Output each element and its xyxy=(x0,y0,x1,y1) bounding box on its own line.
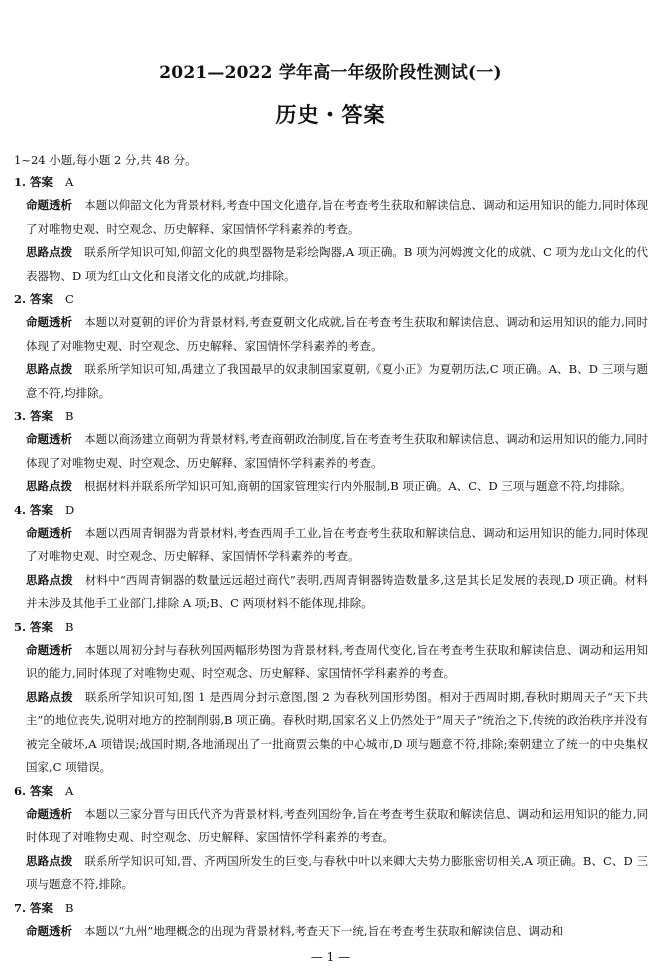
answer-choice: B xyxy=(65,619,74,634)
question-number: 3. xyxy=(14,409,27,423)
hint-label: 思路点拨 xyxy=(26,689,73,704)
hint-text: 联系所学知识可知,晋、齐两国所发生的巨变,与春秋中叶以来卿大夫势力膨胀密切相关,A 项正确。B、C、D 三项与题意不符,排除。 xyxy=(26,853,648,891)
analysis-label: 命题透析 xyxy=(26,923,72,938)
analysis-label: 命题透析 xyxy=(26,198,73,212)
answer-choice: B xyxy=(65,900,74,915)
answer-item xyxy=(14,897,648,944)
answer-label: 答案 xyxy=(30,900,54,915)
hint-text: 根据材料并联系所学知识可知,商朝的国家管理实行内外服制,B 项正确。A、C、D 三项与题意不符,均排除。 xyxy=(84,479,632,493)
hint-paragraph xyxy=(14,241,648,288)
answer-choice: D xyxy=(65,502,75,517)
answer-item xyxy=(14,405,648,499)
analysis-label: 命题透析 xyxy=(26,432,73,446)
page-title: 2021—2022 学年高一年级阶段性测试(一) xyxy=(159,63,502,83)
hint-paragraph xyxy=(14,358,648,405)
question-number: 6. xyxy=(14,783,27,798)
hint-paragraph xyxy=(14,850,648,897)
analysis-paragraph xyxy=(14,803,648,850)
analysis-label: 命题透析 xyxy=(26,806,73,821)
hint-paragraph xyxy=(14,569,648,616)
analysis-paragraph xyxy=(14,920,648,944)
answer-item xyxy=(14,499,648,616)
answer-label: 答案 xyxy=(30,409,54,423)
hint-label: 思路点拨 xyxy=(26,572,73,587)
answer-list xyxy=(14,171,648,943)
answer-choice: A xyxy=(65,783,74,798)
answer-label: 答案 xyxy=(30,292,54,306)
analysis-label: 命题透析 xyxy=(26,525,73,540)
answer-heading xyxy=(14,171,648,194)
hint-label: 思路点拨 xyxy=(26,245,73,259)
answer-item xyxy=(14,288,648,405)
answer-item xyxy=(14,171,648,288)
answer-choice: C xyxy=(65,292,74,306)
analysis-label: 命题透析 xyxy=(26,642,73,657)
hint-text: 联系所学知识可知,图 1 是西周分封示意图,图 2 为春秋列国形势图。相对于西周时期,春秋时期周天子“天下共主”的地位丧失,说明对地方的控制削弱,B 项正确。春秋时期,国家名义上仍然处于“周天子”统治之下,传统的政治秩序并没有被完全破坏,A 项错误;战国时期,各地涌现出了一批商贾云集的中心城市,D 项与题意不符,排除;秦朝建立了统一的中央集权国家,C 项错误。 xyxy=(26,689,648,774)
hint-text: 联系所学知识可知,仰韶文化的典型器物是彩绘陶器,A 项正确。B 项为河姆渡文化的成就、C 项为龙山文化的代表器物、D 项为红山文化和良渚文化的成就,均排除。 xyxy=(26,245,649,283)
answer-heading xyxy=(14,780,648,803)
question-number: 5. xyxy=(14,619,27,634)
analysis-text: 本题以西周青铜器为背景材料,考查西周手工业,旨在考查考生获取和解读信息、调动和运用知识的能力,同时体现了对唯物史观、时空观念、历史解释、家国情怀学科素养的考查。 xyxy=(26,525,648,563)
hint-paragraph xyxy=(14,475,648,499)
analysis-paragraph xyxy=(14,194,648,241)
analysis-text: 本题以对夏朝的评价为背景材料,考查夏朝文化成就,旨在考查考生获取和解读信息、调动和运用知识的能力,同时体现了对唯物史观、时空观念、历史解释、家国情怀学科素养的考查。 xyxy=(26,315,648,353)
answer-heading xyxy=(14,405,648,428)
answer-label: 答案 xyxy=(30,175,54,189)
answer-label: 答案 xyxy=(30,619,54,634)
question-number: 1. xyxy=(14,175,27,189)
answer-label: 答案 xyxy=(30,783,54,798)
hint-label: 思路点拨 xyxy=(26,479,72,493)
answer-label: 答案 xyxy=(30,502,54,517)
section-intro: 1~24 小题,每小题 2 分,共 48 分。 xyxy=(14,153,197,167)
hint-text: 联系所学知识可知,禹建立了我国最早的奴隶制国家夏朝,《夏小正》为夏朝历法,C 项正确。A、B、D 三项与题意不符,均排除。 xyxy=(26,362,648,400)
answer-heading xyxy=(14,288,648,311)
answer-heading xyxy=(14,616,648,639)
analysis-text: 本题以“九州”地理概念的出现为背景材料,考查天下一统,旨在考查考生获取和解读信息、调动和 xyxy=(84,923,564,938)
analysis-paragraph xyxy=(14,311,648,358)
analysis-paragraph xyxy=(14,522,648,569)
hint-paragraph xyxy=(14,686,648,780)
page-subtitle: 历史・答案 xyxy=(275,102,386,127)
answer-heading xyxy=(14,499,648,522)
answer-heading xyxy=(14,897,648,920)
analysis-paragraph xyxy=(14,639,648,686)
answer-choice: A xyxy=(65,175,74,189)
hint-label: 思路点拨 xyxy=(26,853,73,868)
question-number: 7. xyxy=(14,900,27,915)
answer-choice: B xyxy=(65,409,74,423)
analysis-text: 本题以三家分晋与田氏代齐为背景材料,考查列国纷争,旨在考查考生获取和解读信息、调动和运用知识的能力,同时体现了对唯物史观、时空观念、历史解释、家国情怀学科素养的考查。 xyxy=(26,806,648,844)
analysis-text: 本题以仰韶文化为背景材料,考查中国文化遗存,旨在考查考生获取和解读信息、调动和运用知识的能力,同时体现了对唯物史观、时空观念、历史解释、家国情怀学科素养的考查。 xyxy=(26,198,648,236)
answer-item xyxy=(14,616,648,780)
page-number: — 1 — xyxy=(310,950,351,964)
hint-text: 材料中“西周青铜器的数量远远超过商代”表明,西周青铜器铸造数量多,这是其长足发展的表现,D 项正确。材料并未涉及其他手工业部门,排除 A 项;B、C 两项材料不能体现,排除。 xyxy=(26,572,648,610)
analysis-text: 本题以周初分封与春秋列国两幅形势图为背景材料,考查周代变化,旨在考查考生获取和解读信息、调动和运用知识的能力,同时体现了对唯物史观、时空观念、历史解释、家国情怀学科素养的考查。 xyxy=(26,642,648,680)
hint-label: 思路点拨 xyxy=(26,362,73,376)
answer-item xyxy=(14,780,648,897)
question-number: 2. xyxy=(14,292,27,306)
question-number: 4. xyxy=(14,502,27,517)
analysis-paragraph xyxy=(14,428,648,475)
analysis-label: 命题透析 xyxy=(26,315,73,329)
analysis-text: 本题以商汤建立商朝为背景材料,考查商朝政治制度,旨在考查考生获取和解读信息、调动和运用知识的能力,同时体现了对唯物史观、时空观念、历史解释、家国情怀学科素养的考查。 xyxy=(26,432,648,470)
